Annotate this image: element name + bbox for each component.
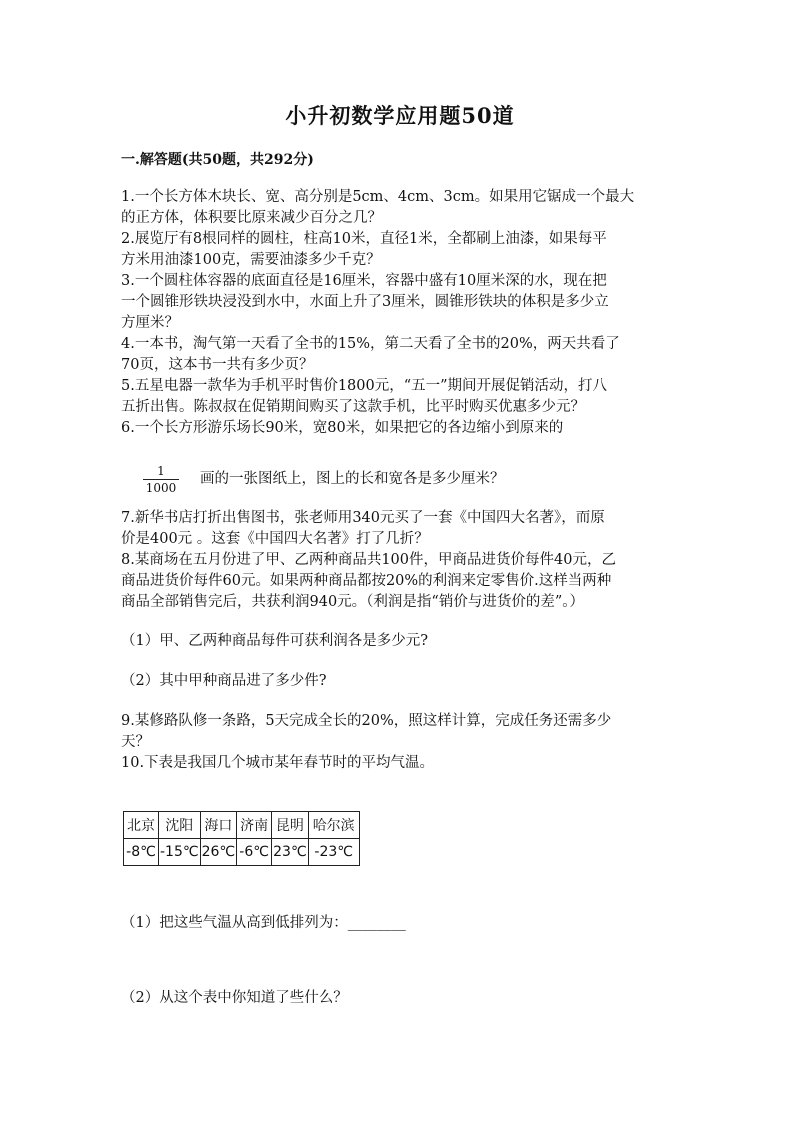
question-8-line-2: 商品进货价每件60元。如果两种商品都按20%的利润来定零售价.这样当两种 [121, 573, 612, 589]
question-8-line-1: 8.某商场在五月份进了甲、乙两种商品共100件，甲商品进货价每件40元，乙 [121, 552, 616, 568]
question-4-line-1: 4.一本书，淘气第一天看了全书的15%，第二天看了全书的20%，两天共看了 [121, 336, 620, 352]
question-10-sub-2: （2）从这个表中你知道了些什么？ [121, 990, 348, 1006]
table-cell-city: 沈阳 [159, 812, 201, 839]
question-3-line-1: 3.一个圆柱体容器的底面直径是16厘米，容器中盛有10厘米深的水，现在把 [121, 273, 607, 289]
question-10-line-1: 10.下表是我国几个城市某年春节时的平均气温。 [121, 755, 435, 771]
question-5-line-1: 5.五星电器一款华为手机平时售价1800元，“五一”期间开展促销活动，打八 [121, 378, 608, 394]
question-2-line-2: 方米用油漆100克，需要油漆多少千克？ [121, 252, 381, 268]
scale-fraction [143, 464, 179, 495]
question-5-line-2: 五折出售。陈叔叔在促销期间购买了这款手机，比平时购买优惠多少元？ [121, 399, 585, 415]
question-8-sub-1: （1）甲、乙两种商品每件可获利润各是多少元? [121, 633, 428, 649]
table-cell-temp: -23℃ [308, 839, 359, 866]
question-4-line-2: 70页，这本书一共有多少页？ [121, 357, 314, 373]
table-row-temps [124, 839, 360, 866]
table-cell-city: 济南 [237, 812, 272, 839]
question-6-line-1: 6.一个长方形游乐场长90米，宽80米，如果把它的各边缩小到原来的 [121, 420, 564, 436]
question-7-line-1: 7.新华书店打折出售图书，张老师用340元买了一套《中国四大名著》，而原 [121, 510, 605, 526]
question-8-sub-2: （2）其中甲种商品进了多少件? [121, 673, 327, 689]
table-cell-temp: -15℃ [159, 839, 201, 866]
question-3-line-2: 一个圆锥形铁块浸没到水中，水面上升了3厘米，圆锥形铁块的体积是多少立 [121, 294, 609, 310]
temperature-table [123, 811, 360, 866]
question-10-sub-1: （1）把这些气温从高到低排列为：________ [121, 915, 406, 931]
question-1-line-1: 1.一个长方体木块长、宽、高分别是5cm、4cm、3cm。如果用它锯成一个最大 [121, 189, 635, 205]
table-cell-temp: 23℃ [272, 839, 309, 866]
question-8-line-3: 商品全部销售完后，共获利润940元。（利润是指“销价与进货价的差”。） [121, 594, 584, 610]
table-cell-city: 哈尔滨 [308, 812, 359, 839]
fraction-denominator: 1000 [145, 481, 177, 495]
question-9-line-1: 9.某修路队修一条路，5天完成全长的20%，照这样计算，完成任务还需多少 [121, 713, 612, 729]
section-heading: 一.解答题(共50题，共292分) [121, 152, 314, 168]
table-row-cities [124, 812, 360, 839]
table-cell-city: 海口 [200, 812, 237, 839]
question-9-line-2: 天？ [121, 734, 150, 750]
table-cell-temp: -8℃ [124, 839, 159, 866]
table-cell-city: 昆明 [272, 812, 309, 839]
question-7-line-2: 价是400元 。这套《中国四大名著》打了几折？ [121, 531, 429, 547]
page-title: 小升初数学应用题50道 [285, 103, 515, 128]
question-2-line-1: 2.展览厅有8根同样的圆柱，柱高10米，直径1米，全都刷上油漆，如果每平 [121, 231, 607, 247]
table-cell-temp: 26℃ [200, 839, 237, 866]
question-3-line-3: 方厘米？ [121, 315, 179, 331]
fraction-numerator: 1 [157, 464, 165, 478]
question-1-line-2: 的正方体，体积要比原来减少百分之几？ [121, 210, 382, 226]
table-cell-city: 北京 [124, 812, 159, 839]
fraction-bar [143, 479, 179, 480]
question-6-tail: 画的一张图纸上，图上的长和宽各是多少厘米？ [200, 471, 505, 487]
table-cell-temp: -6℃ [237, 839, 272, 866]
